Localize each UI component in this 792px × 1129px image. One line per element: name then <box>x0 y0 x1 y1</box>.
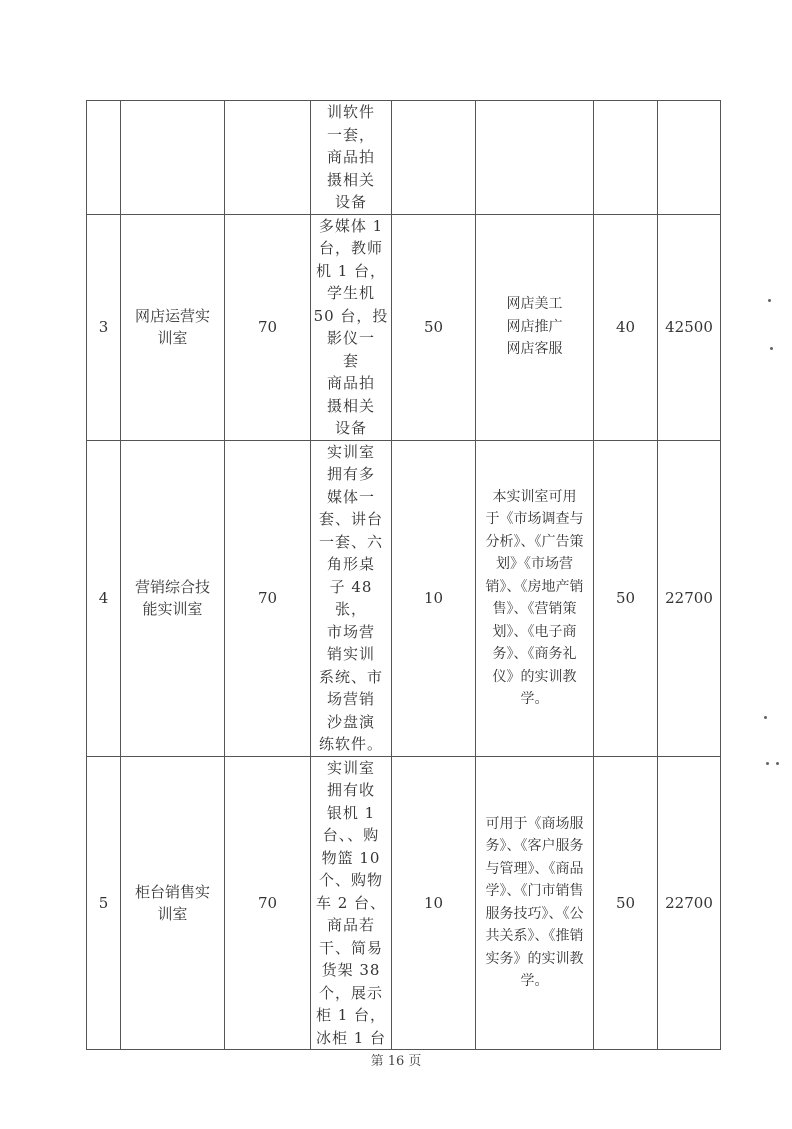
cell-no <box>87 756 121 1050</box>
cell-training-projects <box>476 756 594 1050</box>
cell-no <box>87 101 121 215</box>
cell-equipment-text: 多媒体 1 台，教师 机 1 台， 学生机 50 台，投 影仪一 套 商品拍 摄相关 设备 <box>313 216 389 437</box>
cell-utilization <box>594 756 658 1050</box>
cell-value <box>658 101 721 215</box>
cell-capacity <box>225 440 311 756</box>
cell-value <box>658 756 721 1050</box>
table-row <box>87 440 721 756</box>
page-number: 第 16 页 <box>370 1054 422 1069</box>
cell-room-name-text: 网店运营实 训室 <box>134 307 210 347</box>
cell-room-name-text: 柜台销售实 训室 <box>134 882 210 923</box>
cell-stations <box>392 214 476 440</box>
cell-stations <box>392 440 476 756</box>
cell-utilization <box>594 214 658 440</box>
cell-value <box>658 214 721 440</box>
cell-no <box>87 440 121 756</box>
cell-room-name-text: 营销综合技 能实训室 <box>134 578 210 618</box>
scan-speck <box>764 716 767 719</box>
cell-equipment <box>311 214 392 440</box>
table-row <box>87 756 721 1050</box>
cell-stations-text: 10 <box>423 589 444 607</box>
cell-no-text: 3 <box>98 318 109 336</box>
cell-stations-text: 50 <box>423 318 444 336</box>
cell-training-projects-text: 本实训室可用 于《市场调查与 分析》、《广告策 划》《市场营 销》、《房地产销 售》、《营销策 划》、《电子商 务》、《商务礼 仪》的实训教 学。 <box>485 488 584 707</box>
cell-capacity-text: 70 <box>257 893 278 912</box>
cell-utilization <box>594 440 658 756</box>
cell-equipment <box>311 101 392 215</box>
cell-value-text: 22700 <box>665 589 713 607</box>
cell-equipment <box>311 756 392 1050</box>
cell-value-text: 22700 <box>665 893 713 912</box>
cell-capacity <box>225 756 311 1050</box>
cell-capacity <box>225 214 311 440</box>
cell-stations <box>392 101 476 215</box>
cell-training-projects-text: 网店美工 网店推广 网店客服 <box>506 296 563 358</box>
cell-training-projects <box>476 214 594 440</box>
cell-equipment-text: 实训室 拥有多 媒体一 套、讲台 一套、六 角形桌 子 48 张， 市场营 销实训 系统、市 场营销 沙盘演 练软件。 <box>318 442 383 753</box>
lab-equipment-table <box>86 100 721 1050</box>
cell-no-text: 4 <box>98 589 109 607</box>
cell-capacity <box>225 101 311 215</box>
scan-speck <box>768 299 771 302</box>
cell-utilization-text: 50 <box>615 589 636 607</box>
scan-speck <box>776 762 779 765</box>
cell-capacity-text: 70 <box>257 318 278 336</box>
cell-no-text: 5 <box>98 893 109 912</box>
cell-utilization-text: 40 <box>615 318 636 336</box>
cell-utilization <box>594 101 658 215</box>
cell-room-name <box>121 440 225 756</box>
cell-capacity-text: 70 <box>257 589 278 607</box>
cell-equipment <box>311 440 392 756</box>
cell-stations-text: 10 <box>423 893 444 912</box>
cell-utilization-text: 50 <box>615 893 636 912</box>
cell-training-projects <box>476 101 594 215</box>
scan-speck <box>770 347 773 350</box>
cell-training-projects-text: 可用于《商场服 务》、《客户服务 与管理》、《商品 学》、《门市销售 服务技巧》、《公 共关系》、《推销 实务》的实训教 学。 <box>485 815 584 990</box>
cell-stations <box>392 756 476 1050</box>
cell-room-name <box>121 101 225 215</box>
cell-room-name <box>121 214 225 440</box>
cell-value-text: 42500 <box>665 318 713 336</box>
table-row <box>87 101 721 215</box>
cell-room-name <box>121 756 225 1050</box>
cell-no <box>87 214 121 440</box>
cell-value <box>658 440 721 756</box>
scan-speck <box>766 762 769 765</box>
table-row <box>87 214 721 440</box>
cell-equipment-text: 实训室 拥有收 银机 1 台、、购 物篮 10 个、购物 车 2 台、 商品若 干、简易 货架 38 个，展示 柜 1 台， 冰柜 1 台 <box>315 758 387 1047</box>
cell-equipment-text: 训软件 一套， 商品拍 摄相关 设备 <box>326 103 375 211</box>
cell-training-projects <box>476 440 594 756</box>
